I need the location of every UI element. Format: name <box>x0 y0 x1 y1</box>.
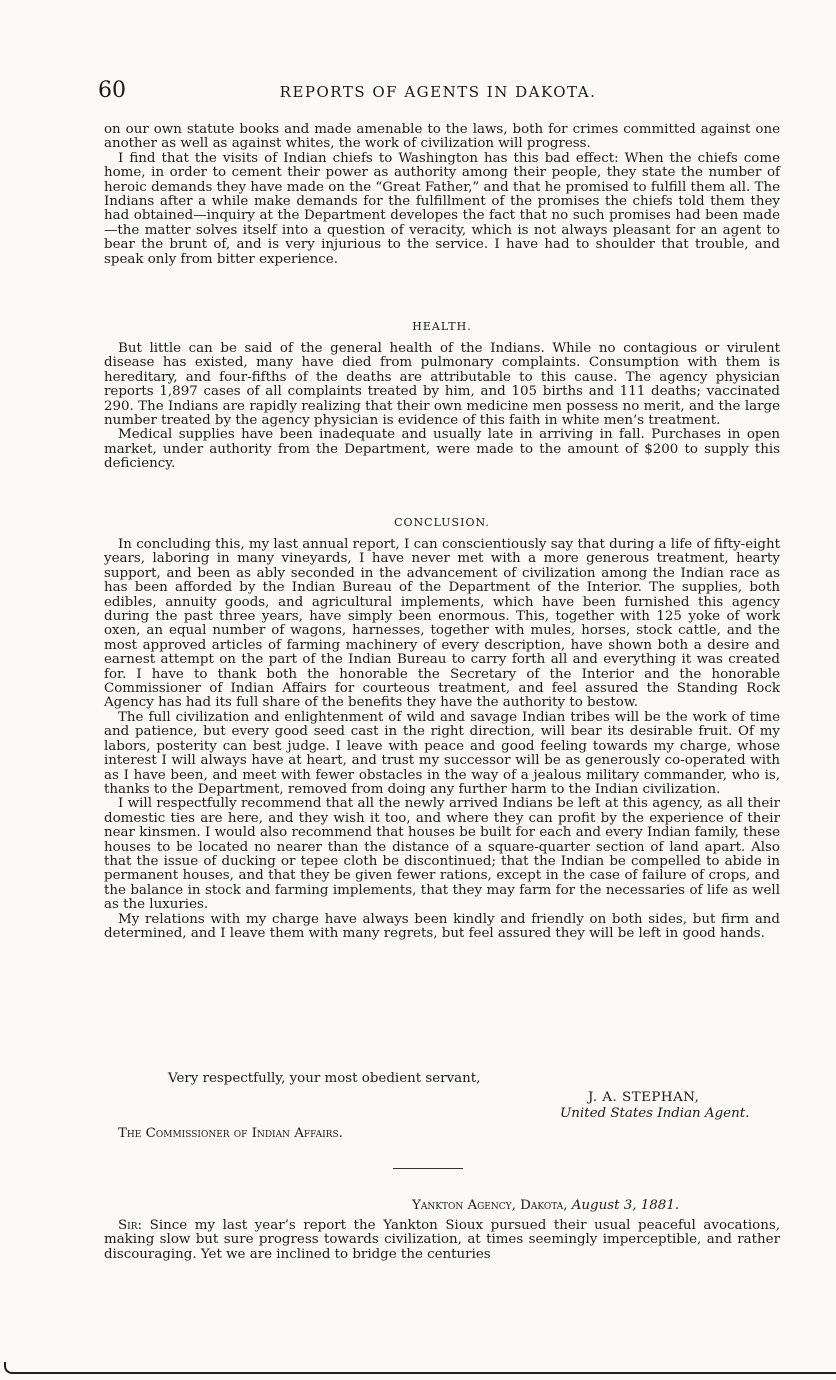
page-edge-line <box>4 1362 836 1374</box>
section-heading-conclusion: CONCLUSION. <box>394 516 490 529</box>
running-title: REPORTS OF AGENTS IN DAKOTA. <box>279 83 597 101</box>
conclusion-text <box>104 538 780 941</box>
paragraph: My relations with my charge have always been kindly and friendly on both sides, but firm and determined, and I leave them with many regrets, but feel assured they will be left in good hands. <box>104 911 780 941</box>
addressee: The Commissioner of Indian Affairs. <box>118 1126 343 1141</box>
paragraph: In concluding this, my last annual report, I can conscientiously say that during a life of fifty-eight years, laboring in many vineyards, I have never met with a more generous treatment, hearty support, and been as ably seconded in the advancement of civilization among the Indian race as has been afforded by the Indian Bureau of the Department of the Interior. The supplies, both edibles, annuity goods, and agricultural implements, which have been furnished this agency during the past three years, have simply been enormous. This, together with 125 yoke of work oxen, an equal number of wagons, harnesses, together with mules, horses, stock cattle, and the most approved articles of farming machinery of every description, have shown both a desire and earnest attempt on the part of the Indian Bureau to carry forth all and everything it was created for. I have to thank both the honorable the Secretary of the Interior and the honorable Commissioner of Indian Affairs for courteous treatment, and feel assured the Standing Rock Agency has had its full share of the benefits they have the authority to bestow. <box>104 537 780 711</box>
health-text <box>104 342 780 472</box>
intro-text <box>104 123 780 267</box>
opening-text: Since my last year’s report the Yankton Sioux pursued their usual peaceful avocations, making slow but sure progress towards civilization, at times seemingly imperceptible, and rather discouraging. Yet we are inclined to bridge the centuries <box>104 1218 780 1262</box>
dateline <box>412 1198 679 1213</box>
paragraph: But little can be said of the general health of the Indians. While no contagious or virulent disease has existed, many have died from pulmonary complaints. Consumption with them is hereditary, and four-fifths of the deaths are attributable to this cause. The agency physician reports 1,897 cases of all complaints treated by him, and 105 births and 111 deaths; vaccinated 290. The Indians are rapidly realizing that their own medicine men possess no merit, and the large number treated by the agency physician is evidence of this faith in white men’s treatment. <box>104 341 780 429</box>
section-divider <box>393 1168 463 1169</box>
paragraph: I find that the visits of Indian chiefs to Washington has this bad effect: When the chiefs come home, in order to cement their power as authority among their people, they state the number of heroic demands they have made on the “Great Father,” and that he promised to fulfill them all. The Indians after a while make demands for the fulfillment of the promises the chiefs told them they had obtained—inquiry at the Department developes the fact that no such promises had been made—the matter solves itself into a question of veracity, which is not always pleasant for an agent to bear the brunt of, and is very injurious to the service. I have had to shoulder that trouble, and speak only from bitter experience. <box>104 150 780 267</box>
yankton-report-text <box>104 1219 780 1262</box>
signature-name: J. A. STEPHAN, <box>588 1090 700 1105</box>
page-number: 60 <box>98 78 126 103</box>
page-header <box>98 78 778 110</box>
paragraph: Medical supplies have been inadequate and usually late in arriving in fall. Purchases in open market, under authority from the Department, were made to the amount of $200 to supply this deficiency. <box>104 427 780 472</box>
paragraph: The full civilization and enlightenment of wild and savage Indian tribes will be the work of time and patience, but every good seed cast in the right direction, will bear its desirable fruit. Of my labors, posterity can best judge. I leave with peace and good feeling towards my charge, whose interest I will always have at heart, and trust my successor will be as generously co-operated with as I have been, and meet with fewer obstacles in the way of a jealous military commander, who is, thanks to the Department, removed from doing any further harm to the Indian civilization. <box>104 709 780 797</box>
dateline-date: August 3, 1881. <box>571 1198 680 1213</box>
paragraph <box>104 1219 780 1262</box>
salutation: Sir: <box>118 1218 143 1233</box>
signature-title: United States Indian Agent. <box>560 1106 750 1121</box>
paragraph: on our own statute books and made amenable to the laws, both for crimes committed against one another as well as against whites, the work of civilization will progress. <box>104 122 780 152</box>
paragraph: I will respectfully recommend that all the newly arrived Indians be left at this agency, as all their domestic ties are here, and they wish it too, and where they can profit by the experience of their near kinsmen. I would also recommend that houses be built for each and every Indian family, these houses to be located no nearer than the distance of a square-quarter section of land apart. Also that the issue of ducking or tepee cloth be discontinued; that the Indian be compelled to abide in permanent houses, and that they be given fewer rations, except in the case of failure of crops, and the balance in stock and farming implements, that they may farm for the necessaries of life as well as the luxuries. <box>104 796 780 913</box>
dateline-place: Yankton Agency, Dakota, <box>412 1198 568 1213</box>
section-heading-health: HEALTH. <box>412 320 472 333</box>
letter-closing: Very respectfully, your most obedient servant, <box>168 1071 481 1086</box>
